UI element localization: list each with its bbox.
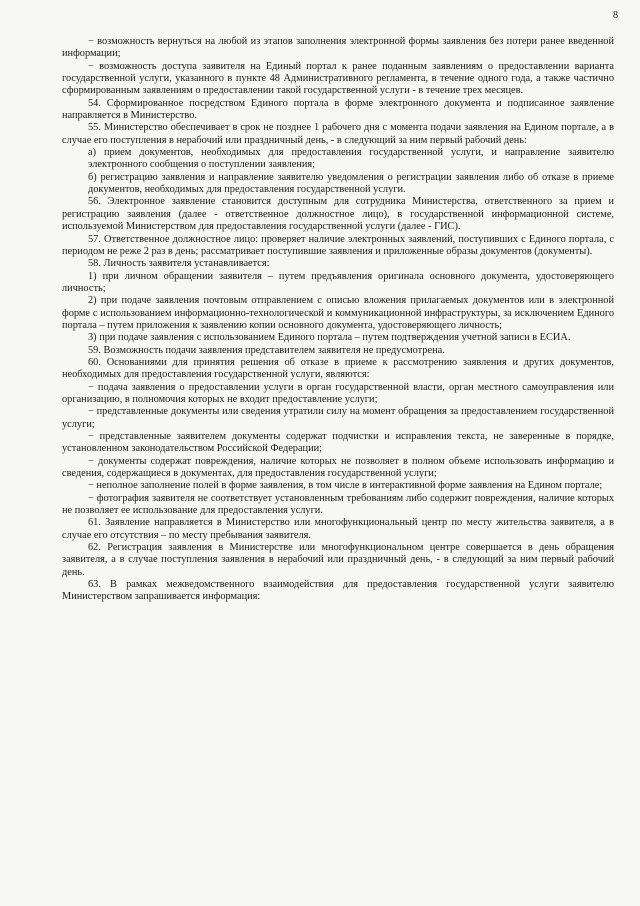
- paragraph: − подача заявления о предоставлении услуги в орган государственной власти, орган местного самоуправления или организацию, в полномочия которых не входит предоставление услуги;: [62, 381, 614, 405]
- paragraph: 3) при подаче заявления с использованием Единого портала – путем подтверждения учетной записи в ЕСИА.: [88, 332, 571, 344]
- paragraph: − неполное заполнение полей в форме заявления, в том числе в интерактивной форме заявления на Едином портале;: [88, 480, 603, 492]
- paragraph: − возможность доступа заявителя на Единый портал к ранее поданным заявлениям о предоставлении варианта государственной услуги, указанного в пункте 48 Административного регламента, в течение одного года, а также частично сформированным заявлениям о предоставлении такой государственной услуги - в течение трех месяцев.: [62, 60, 614, 97]
- paragraph: а) прием документов, необходимых для предоставления государственной услуги, и направление заявителю электронного сообщения о поступлении заявления;: [88, 147, 614, 171]
- paragraph: − возможность вернуться на любой из этапов заполнения электронной формы заявления без потери ранее введенной информации;: [62, 36, 614, 60]
- body-text: [62, 36, 614, 604]
- paragraph: 55. Министерство обеспечивает в срок не позднее 1 рабочего дня с момента подачи заявления на Едином портале, а в случае его поступления в нерабочий или праздничный день, - в следующий за ним первый рабочий день:: [62, 122, 614, 146]
- paragraph: б) регистрацию заявления и направление заявителю уведомления о регистрации заявления либо об отказе в приеме документов, необходимых для предоставления государственной услуги.: [88, 171, 614, 196]
- paragraph: − представленные документы или сведения утратили силу на момент обращения за предоставлением государственной услуги;: [62, 406, 614, 430]
- paragraph: 61. Заявление направляется в Министерство или многофункциональный центр по месту жительства заявителя, а в случае его отсутствия – по месту пребывания заявителя.: [62, 517, 614, 541]
- paragraph: 60. Основаниями для принятия решения об отказе в приеме к рассмотрению заявления и других документов, необходимых для предоставления государственной услуги, являются:: [62, 356, 614, 381]
- paragraph: 63. В рамках межведомственного взаимодействия для предоставления государственной услуги заявителю Министерством запрашивается информация:: [62, 579, 614, 603]
- paragraph: 57. Ответственное должностное лицо: проверяет наличие электронных заявлений, поступивших с Единого портала, с периодом не реже 2 раз в день; рассматривает поступившие заявления и приложенные образы документов (документы).: [62, 233, 614, 257]
- paragraph: 56. Электронное заявление становится доступным для сотрудника Министерства, ответственного за прием и регистрацию заявления (далее - ответственное должностное лицо), в государственной информационной системе, используемой Министерством для предоставления государственной услуги (далее - ГИС).: [62, 196, 614, 233]
- paragraph: 54. Сформированное посредством Единого портала в форме электронного документа и подписанное заявление направляется в Министерство.: [62, 97, 614, 122]
- paragraph: 1) при личном обращении заявителя – путем предъявления оригинала основного документа, удостоверяющего личность;: [62, 270, 614, 294]
- paragraph: 58. Личность заявителя устанавливается:: [88, 258, 270, 270]
- paragraph: 62. Регистрация заявления в Министерстве или многофункциональном центре совершается в день обращения заявителя, а в случае поступления заявления в нерабочий или праздничный день, - в следующий за ним первый рабочий день.: [62, 542, 614, 578]
- paragraph: − представленные заявителем документы содержат подчистки и исправления текста, не заверенные в порядке, установленном законодательством Российской Федерации;: [62, 431, 614, 455]
- page-number: 8: [613, 10, 618, 21]
- paragraph: 2) при подаче заявления почтовым отправлением с описью вложения прилагаемых документов или в электронной форме с использованием информационно-технологической и коммуникационной инфраструктуры, за исключением Единого портала – путем приложения к заявлению копии основного документа, удостоверяющего личность;: [62, 295, 614, 331]
- paragraph: − документы содержат повреждения, наличие которых не позволяет в полном объеме использовать информацию и сведения, содержащиеся в документах, для предоставления государственной услуги;: [62, 455, 614, 480]
- paragraph: 59. Возможность подачи заявления представителем заявителя не предусмотрена.: [88, 344, 445, 356]
- paragraph: − фотография заявителя не соответствует установленным требованиям либо содержит повреждения, наличие которых не позволяет ее использование для предоставления услуги.: [62, 492, 614, 517]
